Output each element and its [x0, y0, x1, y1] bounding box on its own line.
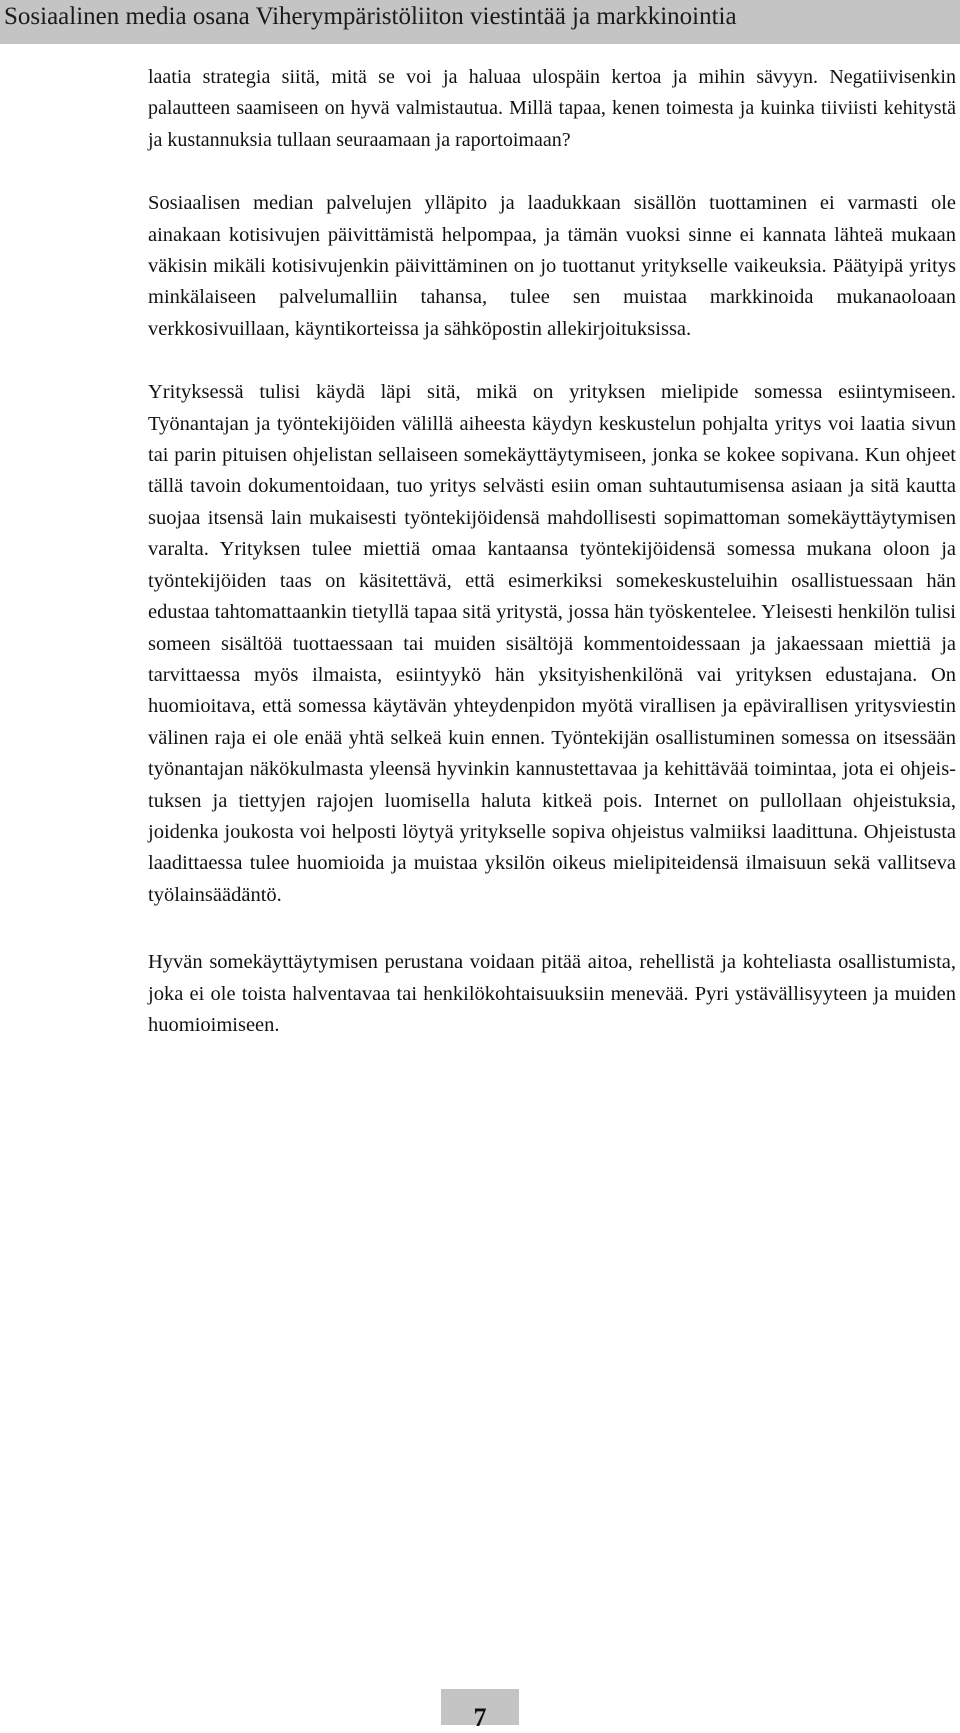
running-header — [0, 0, 960, 44]
page-number: 7 — [473, 1703, 487, 1732]
paragraph-2: Sosiaalisen median palvelujen ylläpito ja laadukkaan sisällön tuottaminen ei varmasti ole ainakaan kotisivujen päivittämistä helpompaa, ja tämän vuoksi sinne ei kannata lähteä mukaan väkisin mikäli kotisivujenkin päivittäminen on jo tuottanut yritykselle vaikeuksia. Päätyipä yritys minkälaiseen palvelumalliin tahansa, tulee sen muistaa markkinoida mukanaoloaan verkkosivuillaan, käyntikorteissa ja sähköpostin allekirjoituksissa. — [148, 192, 956, 340]
page-number-box — [441, 1689, 519, 1732]
paragraph-4: Hyvän somekäyttäytymisen perustana voidaan pitää aitoa, rehellistä ja kohteliasta osallistumista, joka ei ole toista halventavaa tai henkilökohtaisuuksiin menevää. Pyri ystävällisyyteen ja muiden huomioimiseen. — [148, 951, 956, 1036]
paragraph-1: laatia strategia siitä, mitä se voi ja haluaa ulospäin kertoa ja mihin sävyyn. Negatiivisenkin palautteen saamiseen on hyvä valmistautua. Millä tapaa, kenen toimesta ja kuinka tiiviisti kehitystä ja kustannuksia tullaan seuraamaan ja raportoimaan? — [148, 66, 956, 151]
header-title: Sosiaalinen media osana Viherympäristöliiton viestintää ja markkinointia — [4, 3, 737, 30]
paragraph-3: Yrityksessä tulisi käydä läpi sitä, mikä on yrityksen mielipide somessa esiintymiseen. Työnantajan ja työntekijöiden välillä aiheesta käydyn keskustelun pohjalta yritys voi laatia sivun tai parin pituisen ohjelistan sellaiseen somekäyttäytymiseen, jonka se kokee sopivana. Kun ohjeet tällä tavoin dokumentoidaan, tuo yritys selvästi esiin oman suhtautumisensa asiaan ja sitä kautta suojaa itsensä lain mukaisesti työntekijöidensä mahdollisesti sopimattoman somekäyttäytymisen varalta. Yrityksen tulee miettiä omaa kantaansa työntekijöidensä somessa mukana oloon ja työntekijöiden taas on käsitettävä, että esimerkiksi somekeskusteluihin osallistuessaan hän edustaa tahtomattaankin tietyllä tapaa sitä yritystä, jossa hän työskentelee. Yleisesti henkilön tulisi someen sisältöä tuottaessaan tai muiden sisältöjä kommentoidessaan ja jakaessaan miettiä ja tarvittaessa myös ilmaista, esiintyykö hän yksityishenkilönä vai yrityksen edustajana. On huomioitava, että somessa käytävän yhteydenpidon myötä virallisen ja epävirallisen yritysviestin välinen raja ei ole enää yhtä selkeä kuin ennen. Työntekijän osallistuminen somessa on itsessään työnantajan näkökulmasta yleensä hyvinkin kannustettavaa ja kehittävää toimintaa, jota ei ohjeistuksen ja tiettyjen rajojen luomisella haluta kitkeä pois. Internet on pullollaan ohjeistuksia, joidenka joukosta voi helposti löytyä yritykselle sopiva ohjeistus valmiiksi laadittuna. Ohjeistusta laadittaessa tulee huomioida ja muistaa yksilön oikeus mielipiteidensä ilmaisuun sekä vallitseva työlainsäädäntö. — [148, 381, 956, 906]
document-body — [148, 62, 956, 1041]
